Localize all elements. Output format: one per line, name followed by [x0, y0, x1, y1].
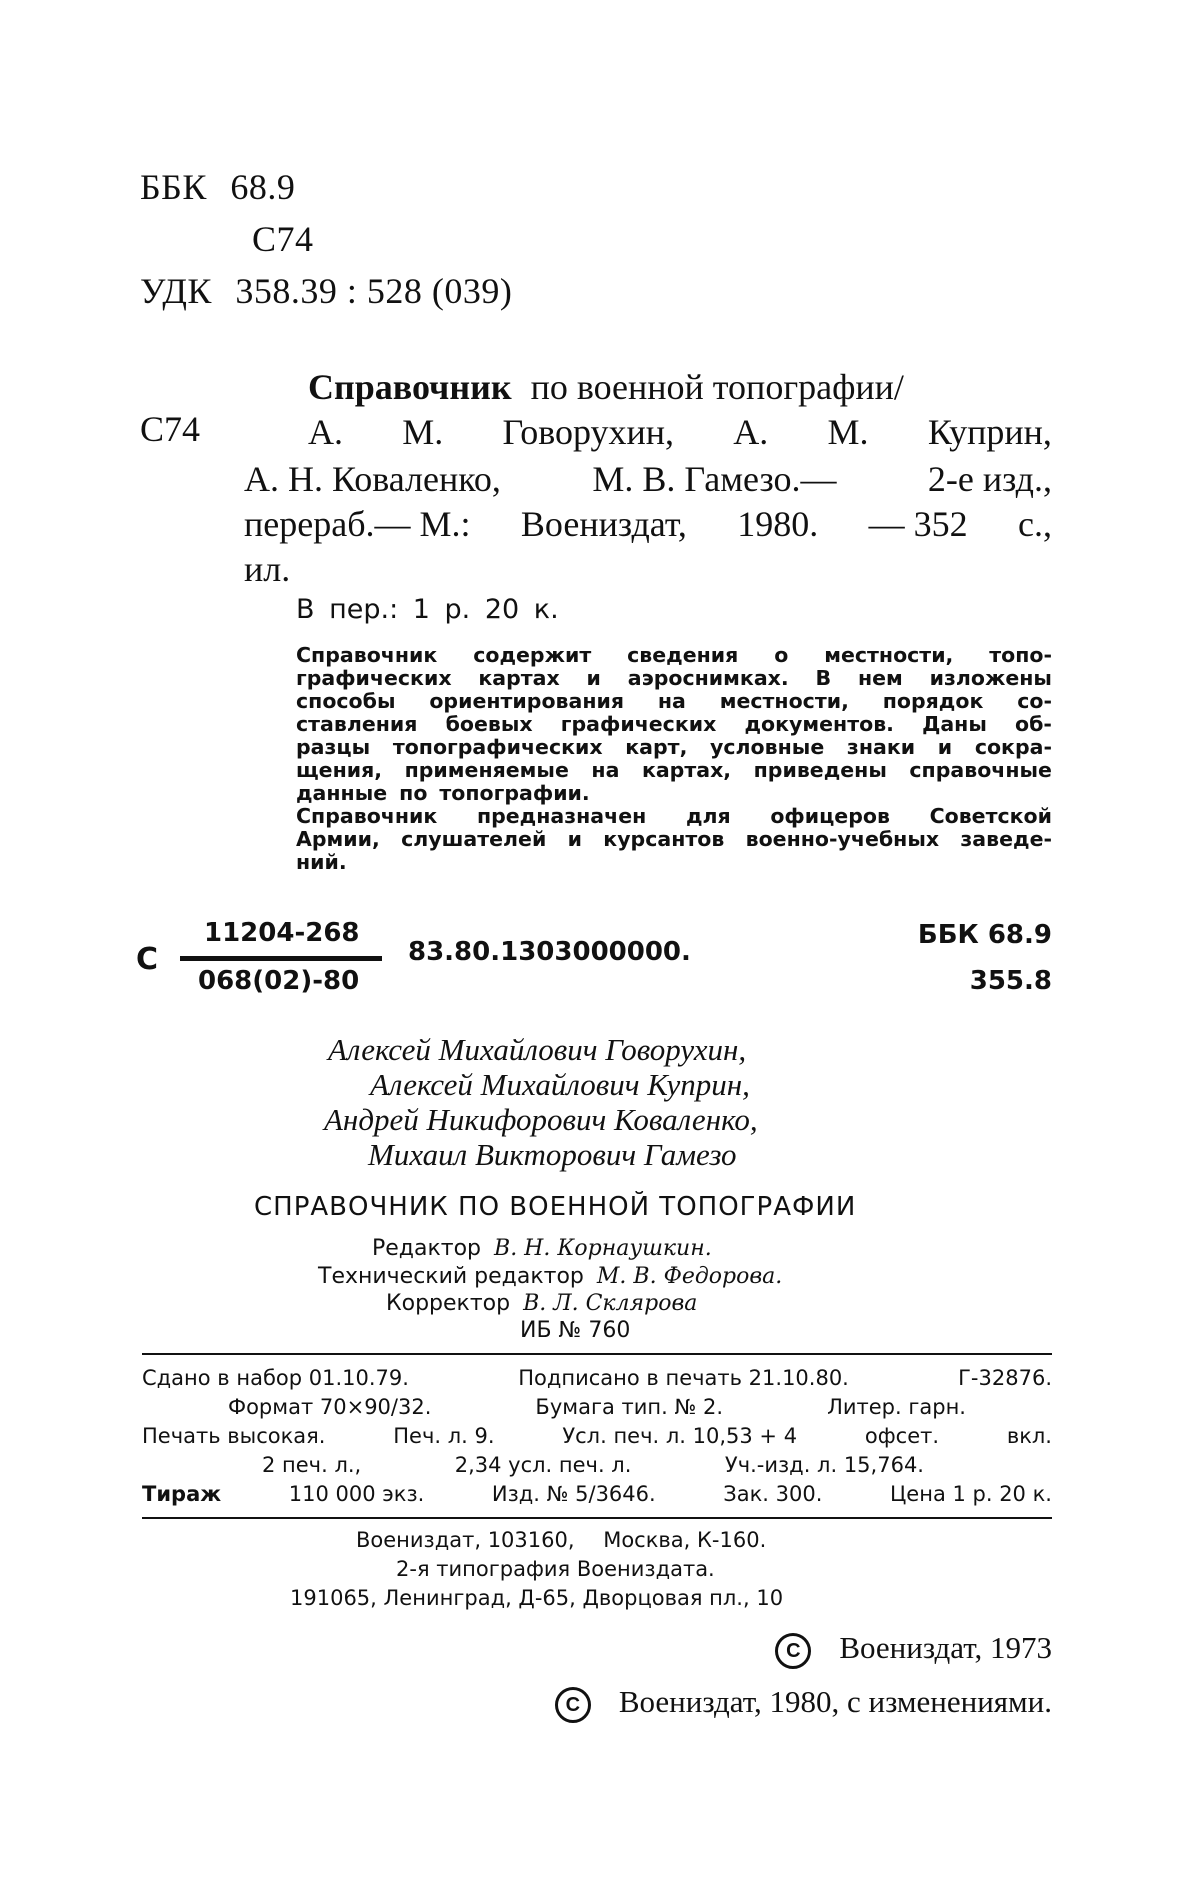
biblio-title-bold: Справочник — [308, 367, 512, 407]
author-line-2: Алексей Михайлович Куприн, — [370, 1067, 750, 1102]
biblio-word: М. — [827, 412, 869, 452]
annotation-word: изложены — [929, 666, 1052, 690]
annotation-word: условные — [710, 735, 825, 759]
author-line-1: Алексей Михайлович Говорухин, — [328, 1032, 747, 1067]
annotation-word: заведе- — [960, 827, 1052, 851]
corrector-role: Корректор — [386, 1291, 511, 1316]
imprint-bottom-rule — [142, 1517, 1052, 1519]
publisher-line-1 — [356, 1528, 766, 1552]
annotation-word: и — [586, 666, 601, 690]
index-numerator: 11204-268 — [204, 918, 360, 948]
editor-role: Редактор — [372, 1236, 482, 1261]
imprint-item: Тираж — [142, 1482, 222, 1506]
annotation-word: знаки — [846, 735, 916, 759]
biblio-word: — 352 — [868, 504, 968, 544]
biblio-word: Говорухин, — [502, 412, 675, 452]
index-bbk-1: ББК 68.9 — [917, 920, 1052, 950]
biblio-word: перераб.— М.: — [244, 504, 471, 544]
annotation-word: аэроснимках. — [627, 666, 789, 690]
index-denominator: 068(02)-80 — [198, 966, 360, 996]
bbk-label: ББК — [140, 167, 207, 207]
annotation-word: содержит — [473, 643, 592, 667]
annotation-word: способы — [296, 689, 396, 713]
annotation-word: ний. — [296, 850, 347, 874]
annotation-word: Советской — [929, 804, 1052, 828]
index-letter: С — [136, 942, 159, 977]
publisher-line-2: 2-я типография Воениздата. — [396, 1557, 715, 1581]
book-title: СПРАВОЧНИК ПО ВОЕННОЙ ТОПОГРАФИИ — [254, 1192, 857, 1222]
annotation-word: данные — [296, 781, 388, 805]
biblio-line-3 — [244, 458, 1052, 500]
annotation-word: сведения — [627, 643, 739, 667]
annotation-word: топо- — [989, 643, 1052, 667]
annotation-line — [142, 713, 1052, 736]
annotation-line — [142, 828, 1052, 851]
udk-value: 358.39 : 528 (039) — [235, 271, 513, 311]
annotation-word: на — [657, 689, 686, 713]
annotation-word: приведены — [753, 758, 887, 782]
annotation-word: предназначен — [476, 804, 647, 828]
tech-role: Технический редактор — [318, 1264, 584, 1289]
annotation-line — [142, 851, 1052, 874]
copyright-icon: C — [775, 1633, 811, 1669]
imprint-top-rule — [142, 1353, 1052, 1355]
annotation-line — [142, 644, 1052, 667]
annotation-line — [142, 759, 1052, 782]
annotation-word: порядок — [882, 689, 984, 713]
annotation-word: Справочник — [296, 804, 438, 828]
imprint-item: Сдано в набор 01.10.79. — [142, 1366, 409, 1390]
corrector-name: В. Л. Склярова — [523, 1291, 698, 1316]
staff-corrector — [386, 1291, 697, 1316]
imprint-line-3 — [142, 1422, 1052, 1451]
annotation-word: боевых — [445, 712, 533, 736]
biblio-word: М. — [402, 412, 444, 452]
imprint-item: Уч.-изд. л. 15,764. — [724, 1453, 924, 1477]
annotation-word: со- — [1017, 689, 1052, 713]
annotation-word: картах — [478, 666, 560, 690]
biblio-word: М. В. Гамезо.— — [592, 459, 837, 499]
imprint-line-4 — [142, 1451, 1052, 1480]
author-line-4: Михаил Викторович Гамезо — [368, 1137, 737, 1172]
bbk-line — [140, 166, 295, 208]
imprint-item: Печать высокая. — [142, 1424, 326, 1448]
biblio-word: Воениздат, — [520, 504, 687, 544]
publisher-line-3: 191065, Ленинград, Д-65, Дворцовая пл., 10 — [290, 1586, 784, 1610]
annotation-word: по — [399, 781, 428, 805]
copyright-icon: C — [555, 1687, 591, 1723]
annotation-word: о — [774, 643, 789, 667]
annotation-word: В — [815, 666, 832, 690]
index-fraction-bar — [180, 956, 382, 961]
annotation-word: на — [591, 758, 620, 782]
udk-line — [140, 270, 512, 312]
biblio-line-2 — [308, 411, 1052, 453]
annotation-word: ставления — [296, 712, 418, 736]
biblio-word: А. — [308, 412, 343, 452]
imprint-item: Печ. л. 9. — [393, 1424, 495, 1448]
imprint-item: 2,34 усл. печ. л. — [454, 1453, 632, 1477]
annotation-block — [142, 644, 1052, 874]
annotation-word: сокра- — [974, 735, 1052, 759]
annotation-word: местности, — [719, 689, 849, 713]
imprint-line-1 — [142, 1364, 1052, 1393]
imprint-item: Подписано в печать 21.10.80. — [518, 1366, 849, 1390]
annotation-word: применяемые — [404, 758, 569, 782]
imprint-item: Бумага тип. № 2. — [535, 1395, 724, 1419]
biblio-side-mark: С74 — [140, 409, 201, 449]
biblio-word: с., — [1018, 504, 1052, 544]
imprint-item: Г-32876. — [958, 1366, 1052, 1390]
author-line-3: Андрей Никифорович Коваленко, — [324, 1102, 758, 1137]
imprint-line-2 — [142, 1393, 1052, 1422]
annotation-word: топографических — [392, 735, 603, 759]
annotation-word: щения, — [296, 758, 383, 782]
imprint-item: Цена 1 р. 20 к. — [889, 1482, 1052, 1506]
copyright-line-2 — [555, 1684, 1052, 1723]
annotation-word: и — [937, 735, 953, 759]
bbk-value: 68.9 — [230, 167, 296, 207]
copyright-text-1: Воениздат, 1973 — [839, 1630, 1052, 1665]
imprint-line-5 — [142, 1480, 1052, 1509]
annotation-word: графических — [560, 712, 717, 736]
biblio-line-4 — [244, 503, 1052, 545]
annotation-line — [142, 805, 1052, 828]
annotation-word: военно-учебных — [745, 827, 940, 851]
annotation-word: топографии. — [439, 781, 590, 805]
annotation-word: нем — [857, 666, 903, 690]
editor-name: В. Н. Корнаушкин. — [494, 1236, 712, 1261]
imprint-block — [142, 1364, 1052, 1509]
imprint-item: Зак. 300. — [723, 1482, 823, 1506]
biblio-word: Куприн, — [927, 412, 1052, 452]
annotation-word: ориентирования — [429, 689, 625, 713]
annotation-word: разцы — [296, 735, 371, 759]
imprint-item: вкл. — [1006, 1424, 1052, 1448]
biblio-title-line — [308, 366, 1052, 408]
biblio-title-rest: по военной топографии/ — [530, 367, 904, 407]
imprint-item: Формат 70×90/32. — [228, 1395, 432, 1419]
annotation-word: об- — [1015, 712, 1052, 736]
annotation-word: Справочник — [296, 643, 438, 667]
annotation-line — [142, 736, 1052, 759]
biblio-word: А. — [733, 412, 769, 452]
annotation-word: карт, — [625, 735, 688, 759]
annotation-line — [142, 782, 1052, 805]
annotation-line — [142, 690, 1052, 713]
staff-tech-editor — [318, 1264, 782, 1289]
imprint-item: офсет. — [864, 1424, 940, 1448]
annotation-word: Даны — [922, 712, 987, 736]
annotation-word: местности, — [824, 643, 954, 667]
udk-label: УДК — [140, 271, 212, 311]
annotation-word: Армии, — [296, 827, 380, 851]
copyright-text-2: Воениздат, 1980, с изменениями. — [618, 1684, 1052, 1719]
annotation-word: графических — [296, 666, 452, 690]
biblio-price: В пер.: 1 р. 20 к. — [296, 594, 559, 625]
copyright-line-1 — [775, 1630, 1052, 1669]
imprint-item: Литер. гарн. — [827, 1395, 966, 1419]
author-mark: С74 — [252, 219, 314, 259]
annotation-word: для — [685, 804, 731, 828]
staff-editor — [372, 1236, 712, 1261]
annotation-word: документов. — [744, 712, 894, 736]
ib-number: ИБ № 760 — [520, 1318, 631, 1343]
biblio-word: 1980. — [737, 504, 819, 544]
tech-name: М. В. Федорова. — [596, 1264, 783, 1289]
imprint-item: 110 000 экз. — [288, 1482, 425, 1506]
annotation-word: курсантов — [603, 827, 725, 851]
annotation-word: и — [567, 827, 582, 851]
biblio-word: 2-е изд., — [927, 459, 1052, 499]
annotation-line — [142, 667, 1052, 690]
imprint-item: Усл. печ. л. 10,53 + 4 — [562, 1424, 798, 1448]
publisher-address: Воениздат, 103160, — [356, 1528, 575, 1552]
imprint-item: Изд. № 5/3646. — [491, 1482, 656, 1506]
index-code: 83.80.1303000000. — [408, 937, 691, 967]
publisher-city: Москва, К-160. — [603, 1528, 767, 1552]
annotation-word: справочные — [909, 758, 1052, 782]
biblio-word: А. Н. Коваленко, — [244, 459, 501, 499]
biblio-line-5: ил. — [244, 549, 291, 589]
index-bbk-2: 355.8 — [969, 966, 1052, 996]
annotation-word: картах, — [641, 758, 732, 782]
imprint-item: 2 печ. л., — [262, 1453, 362, 1477]
annotation-word: слушателей — [401, 827, 547, 851]
annotation-word: офицеров — [770, 804, 890, 828]
